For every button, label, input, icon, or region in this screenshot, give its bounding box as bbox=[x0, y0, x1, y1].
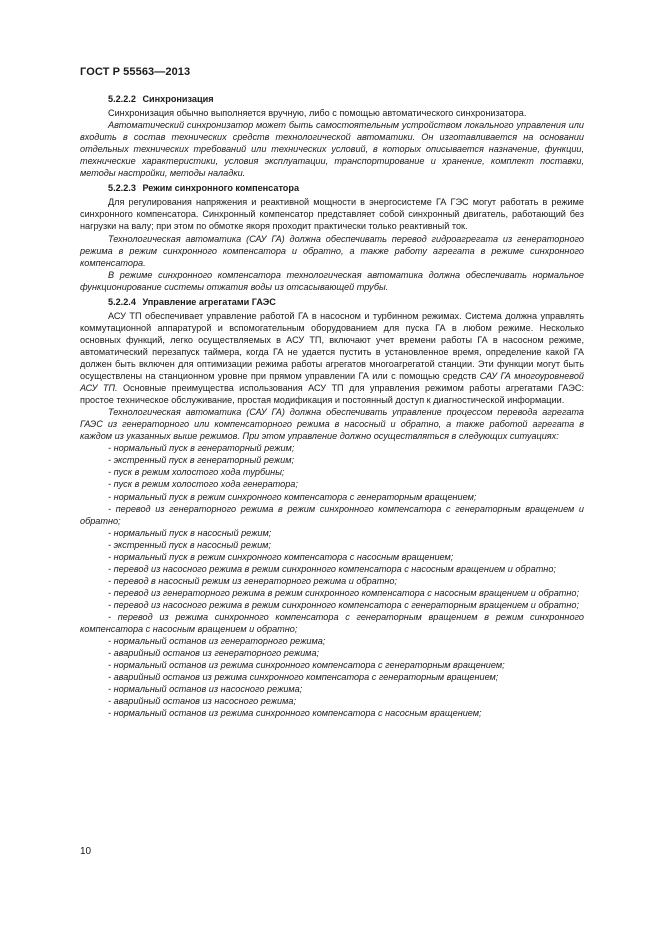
list-item: - экстренный пуск в генераторный режим; bbox=[108, 455, 295, 466]
list-item: - аварийный останов из режима синхронного компенсатора с генераторным вращением; bbox=[108, 672, 499, 683]
paragraph: Технологическая автоматика (САУ ГА) должна обеспечивать перевод гидроагрегата из генераторного режима в режим синхронного компенсатора и обратно, а также работу агрегата в режиме синхронного компенсатора. bbox=[80, 233, 584, 268]
paragraph: В режиме синхронного компенсатора технологическая автоматика должна обеспечивать нормальное функционирование системы отжатия воды из отсасывающей трубы. bbox=[80, 269, 584, 292]
paragraph: Технологическая автоматика (САУ ГА) должна обеспечивать управление процессом перевода агрегата ГАЭС из генераторного или компенсаторного режима в насосный и обратно, а также работой агрегата в каждом из указанных выше режимов. При этом управление должно осуществляться в следующих ситуациях: bbox=[80, 407, 584, 442]
document-header: ГОСТ Р 55563—2013 bbox=[80, 66, 191, 78]
list-item: - перевод из насосного режима в режим синхронного компенсатора с насосным вращением и обратно; bbox=[108, 563, 556, 574]
list-item: - нормальный пуск в генераторный режим; bbox=[108, 443, 295, 454]
list-item: - экстренный пуск в насосный режим; bbox=[108, 539, 271, 550]
paragraph: АСУ ТП обеспечивает управление работой ГА в насосном и турбинном режимах. Система должна управлять коммутационной аппаратурой и вспомогательным оборудованием для пуска ГА в любом режиме. Несколько основных функций, легко осуществляемых в АСУ ТП, включают учет времени работы ГА в насосном режиме, автоматический перезапуск таймера, когда ГА не удается пустить в установленное время, определение какой ГА должен быть включен для оптимизации режима работы агрегатов многоагрегатой станции. Эти функции могут быть осуществлены на станционном уровне при прямом управлении ГА или с помощью средств САУ ГА многоуровневой АСУ ТП. Основные преимущества использования АСУ ТП для управления режимом работы агрегатами ГАЭС: простое техническое обслуживание, простая модификация и постоянный доступ к диагностической информации. bbox=[80, 310, 584, 406]
list-item: - нормальный пуск в режим синхронного компенсатора с насосным вращением; bbox=[108, 551, 454, 562]
paragraph: Для регулирования напряжения и реактивной мощности в энергосистеме ГА ГЭС могут работать в режиме синхронного компенсатора. Синхронный компенсатор представляет собой синхронный двигатель, работающий без нагрузки на валу; при этом по обмотке якоря проходит практически только реактивный ток. bbox=[80, 197, 584, 232]
list-item: - пуск в режим холостого хода генератора; bbox=[108, 479, 298, 490]
list-item: - перевод из режима синхронного компенсатора с генераторным вращением в режим синхронного компенсатора с насосным вращением и обратно; bbox=[80, 611, 584, 635]
situation-list bbox=[80, 442, 584, 719]
list-item: - пуск в режим холостого хода турбины; bbox=[108, 467, 285, 478]
list-item: - перевод из генераторного режима в режим синхронного компенсатора с насосным вращением и обратно; bbox=[108, 587, 579, 598]
list-item: - аварийный останов из насосного режима; bbox=[108, 696, 296, 707]
list-item: - нормальный останов из режима синхронного компенсатора с генераторным вращением; bbox=[108, 660, 505, 671]
list-item: - аварийный останов из генераторного режима; bbox=[108, 648, 320, 659]
paragraph: Автоматический синхронизатор может быть самостоятельным устройством локального управления или входить в состав технических средств технологической автоматики. Он изготавливается на основании отдельных технических требований или технических условий, в которых описывается назначение, функции, технические характеристики, условия эксплуатации, транспортирование и хранение, комплект поставки, методы настройки, методы наладки. bbox=[80, 120, 584, 179]
list-item: - перевод из насосного режима в режим синхронного компенсатора с генераторным вращением и обратно; bbox=[108, 599, 579, 610]
list-item: - перевод в насосный режим из генераторного режима и обратно; bbox=[108, 575, 397, 586]
section-heading-5-2-2-4: 5.2.2.4 Управление агрегатами ГАЭС bbox=[108, 296, 276, 307]
section-heading-5-2-2-2: 5.2.2.2 Синхронизация bbox=[108, 94, 214, 104]
document-body bbox=[80, 93, 584, 719]
list-item: - нормальный останов из насосного режима; bbox=[108, 684, 303, 695]
list-item: - нормальный пуск в насосный режим; bbox=[108, 527, 272, 538]
list-item: - нормальный останов из режима синхронного компенсатора с насосным вращением; bbox=[108, 708, 482, 719]
list-item: - нормальный пуск в режим синхронного компенсатора с генераторным вращением; bbox=[108, 491, 477, 502]
paragraph: Синхронизация обычно выполняется вручную, либо с помощью автоматического синхронизатора. bbox=[108, 108, 527, 119]
page-number: 10 bbox=[80, 846, 92, 857]
list-item: - перевод из генераторного режима в режим синхронного компенсатора с генераторным вращением и обратно; bbox=[80, 503, 584, 526]
section-heading-5-2-2-3: 5.2.2.3 Режим синхронного компенсатора bbox=[108, 183, 300, 194]
list-item: - нормальный останов из генераторного режима; bbox=[108, 636, 326, 647]
